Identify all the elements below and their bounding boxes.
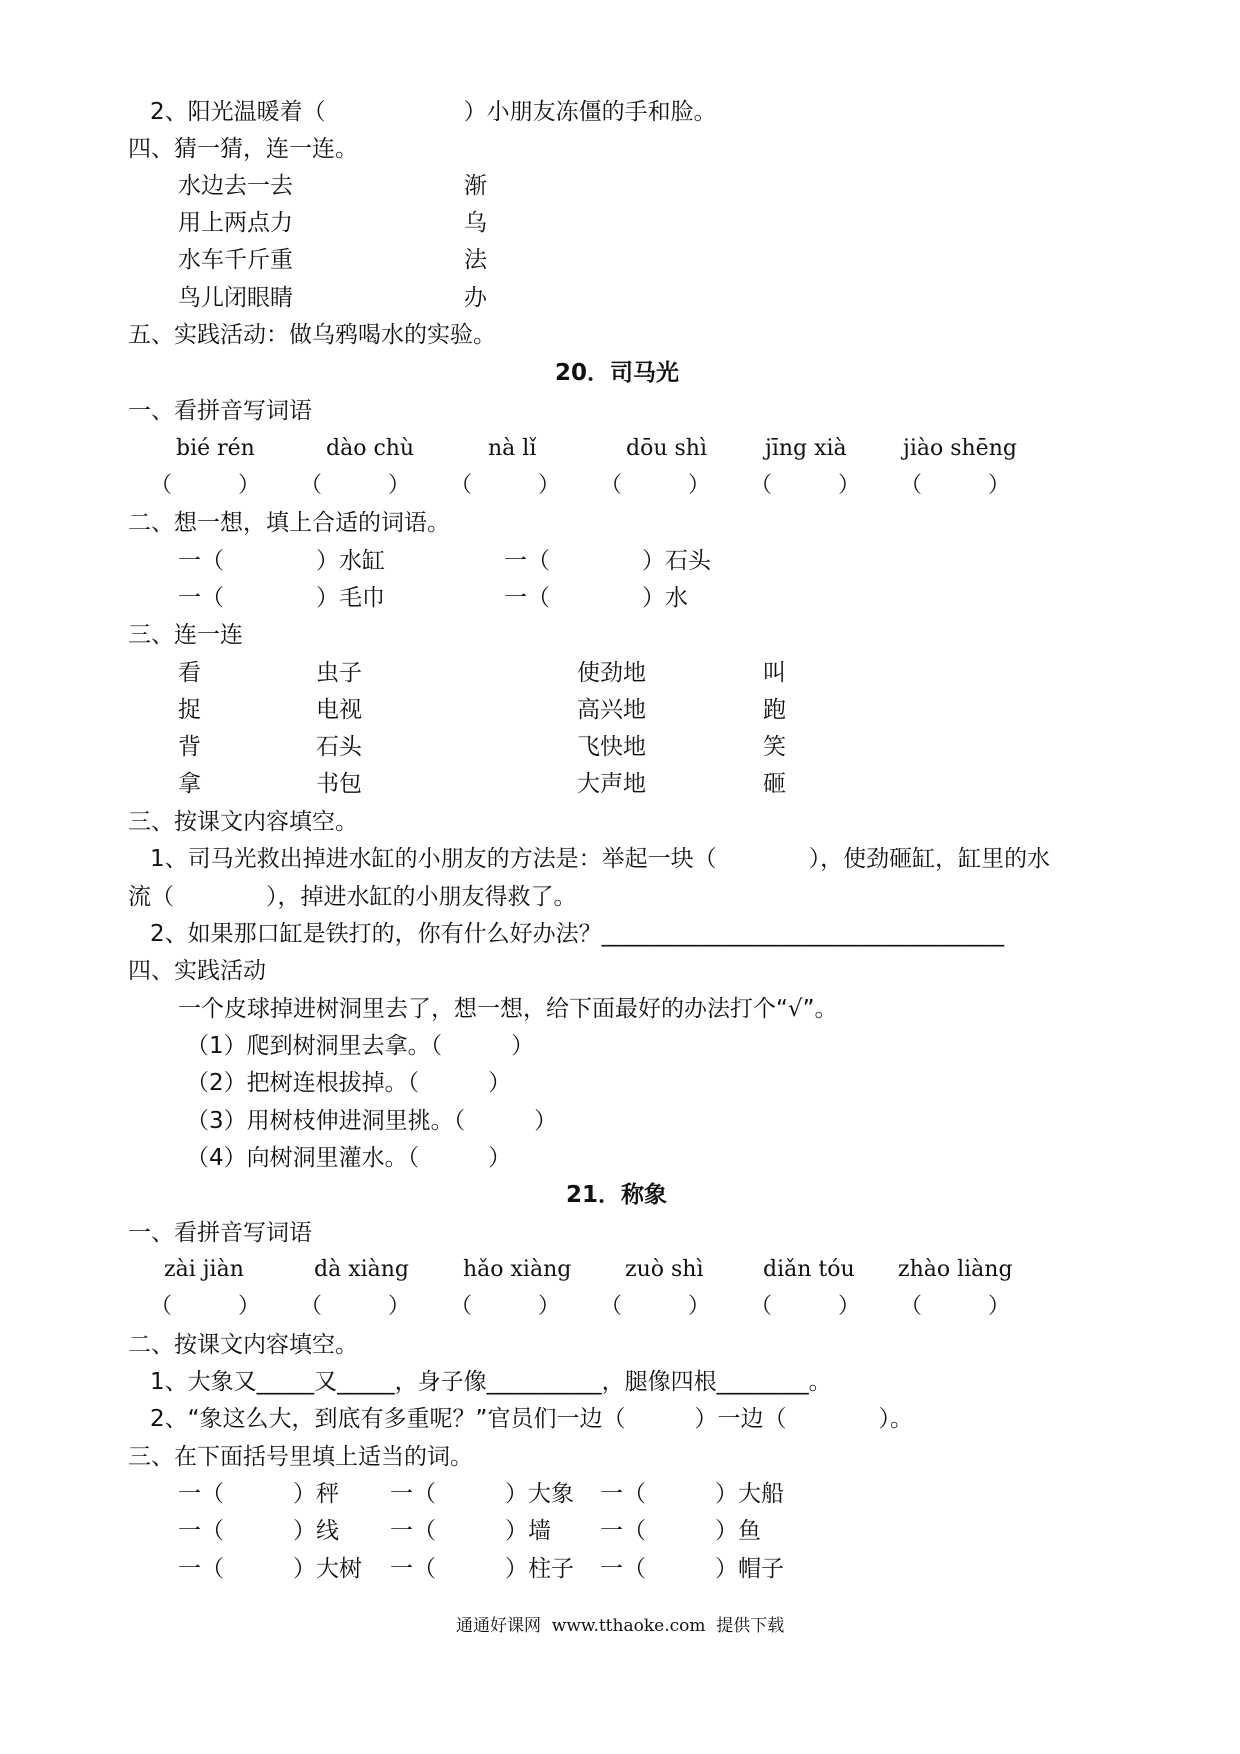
section-practice-title: 五、实践活动：做乌鸦喝水的实验。	[128, 322, 496, 348]
pinyin-word: bié rén	[176, 436, 255, 461]
answer-blank[interactable]: （ ）	[750, 473, 861, 498]
lesson-20-title: 20．司马光	[555, 360, 680, 386]
fill-item: 一（ ）毛巾	[178, 585, 385, 611]
pinyin-word: jiào shēng	[903, 436, 1017, 461]
riddle-answer-4: 办	[464, 285, 487, 311]
page-footer: 通通好课网 www.tthaoke.com 提供下载	[456, 1616, 785, 1636]
match-adverb: 大声地	[577, 771, 646, 797]
pinyin-word: dōu shì	[626, 436, 707, 461]
riddle-answer-1: 渐	[464, 173, 487, 199]
activity-option: （2）把树连根拔掉。（ ）	[186, 1070, 512, 1096]
lesson-20-section-fill-title: 二、想一想，填上合适的词语。	[128, 510, 450, 536]
match-action: 叫	[763, 660, 786, 686]
pinyin-word: diǎn tóu	[763, 1257, 855, 1282]
match-object: 书包	[316, 771, 362, 797]
fill-question-2: 2、阳光温暖着（ ）小朋友冻僵的手和脸。	[150, 99, 717, 125]
match-verb: 背	[178, 734, 201, 760]
measure-word-item: 一（ ）鱼	[600, 1518, 761, 1544]
answer-blank[interactable]: （ ）	[150, 473, 261, 498]
activity-option: （1）爬到树洞里去拿。（ ）	[186, 1033, 535, 1059]
pinyin-word: nà lǐ	[488, 436, 537, 461]
match-adverb: 使劲地	[577, 660, 646, 686]
lesson-21-section-pinyin-title: 一、看拼音写词语	[128, 1220, 312, 1246]
answer-blank[interactable]: （ ）	[150, 1294, 261, 1319]
answer-blank[interactable]: （ ）	[600, 473, 711, 498]
activity-option: （3）用树枝伸进洞里挑。（ ）	[186, 1108, 558, 1134]
answer-blank[interactable]: （ ）	[600, 1294, 711, 1319]
activity-intro: 一个皮球掉进树洞里去了，想一想，给下面最好的办法打个“√”。	[178, 996, 838, 1022]
lesson-21-section-text-fill-title: 二、按课文内容填空。	[128, 1332, 358, 1358]
riddle-3: 水车千斤重	[178, 247, 293, 273]
riddle-answer-2: 乌	[464, 210, 487, 236]
measure-word-item: 一（ ）秤	[178, 1481, 339, 1507]
measure-word-item: 一（ ）大船	[600, 1481, 784, 1507]
lesson-20-section-pinyin-title: 一、看拼音写词语	[128, 398, 312, 424]
measure-word-item: 一（ ）线	[178, 1518, 339, 1544]
measure-word-item: 一（ ）帽子	[600, 1556, 784, 1582]
fill-item: 一（ ）水缸	[178, 548, 385, 574]
riddle-2: 用上两点力	[178, 210, 293, 236]
pinyin-word: hǎo xiàng	[463, 1257, 572, 1282]
pinyin-word: dà xiàng	[314, 1257, 410, 1282]
pinyin-word: zhào liàng	[898, 1257, 1013, 1282]
lesson-21-text-fill-question-1: 1、大象又_____又_____，身子像__________，腿像四根________。	[150, 1369, 832, 1395]
fill-item: 一（ ）石头	[504, 548, 711, 574]
section-guess-title: 四、猜一猜，连一连。	[128, 136, 358, 162]
match-action: 砸	[763, 771, 786, 797]
pinyin-word: zài jiàn	[164, 1257, 244, 1282]
match-verb: 拿	[178, 771, 201, 797]
measure-word-item: 一（ ）大象	[390, 1481, 574, 1507]
fill-item: 一（ ）水	[504, 585, 688, 611]
riddle-answer-3: 法	[464, 247, 487, 273]
pinyin-word: dào chù	[326, 436, 415, 461]
riddle-4: 鸟儿闭眼睛	[178, 285, 293, 311]
text-fill-question-1-line-1: 1、司马光救出掉进水缸的小朋友的方法是：举起一块（ ），使劲砸缸，缸里的水	[150, 846, 1051, 872]
match-adverb: 飞快地	[577, 734, 646, 760]
answer-blank[interactable]: （ ）	[450, 473, 561, 498]
match-action: 跑	[763, 697, 786, 723]
pinyin-word: zuò shì	[625, 1257, 704, 1282]
measure-word-item: 一（ ）墙	[390, 1518, 551, 1544]
measure-word-item: 一（ ）大树	[178, 1556, 362, 1582]
lesson-21-text-fill-question-2: 2、“象这么大，到底有多重呢？”官员们一边（ ）一边（ ）。	[150, 1406, 913, 1432]
match-verb: 捉	[178, 697, 201, 723]
match-action: 笑	[763, 734, 786, 760]
match-object: 电视	[316, 697, 362, 723]
text-fill-question-2: 2、如果那口缸是铁打的，你有什么好办法？___________________________________	[150, 921, 1005, 947]
answer-blank[interactable]: （ ）	[750, 1294, 861, 1319]
pinyin-word: jīng xià	[765, 436, 847, 461]
measure-word-item: 一（ ）柱子	[390, 1556, 574, 1582]
answer-blank[interactable]: （ ）	[300, 1294, 411, 1319]
answer-blank[interactable]: （ ）	[450, 1294, 561, 1319]
activity-option: （4）向树洞里灌水。（ ）	[186, 1145, 512, 1171]
answer-blank[interactable]: （ ）	[300, 473, 411, 498]
text-fill-question-1-line-2: 流（ ），掉进水缸的小朋友得救了。	[128, 884, 577, 910]
lesson-21-title: 21．称象	[566, 1182, 668, 1208]
match-object: 虫子	[316, 660, 362, 686]
match-verb: 看	[178, 660, 201, 686]
match-object: 石头	[316, 734, 362, 760]
lesson-21-section-measure-title: 三、在下面括号里填上适当的词。	[128, 1444, 473, 1470]
answer-blank[interactable]: （ ）	[900, 473, 1011, 498]
riddle-1: 水边去一去	[178, 173, 293, 199]
match-adverb: 高兴地	[577, 697, 646, 723]
lesson-20-section-activity-title: 四、实践活动	[128, 958, 266, 984]
lesson-20-section-match-title: 三、连一连	[128, 622, 243, 648]
lesson-20-section-text-fill-title: 三、按课文内容填空。	[128, 809, 358, 835]
answer-blank[interactable]: （ ）	[900, 1294, 1011, 1319]
